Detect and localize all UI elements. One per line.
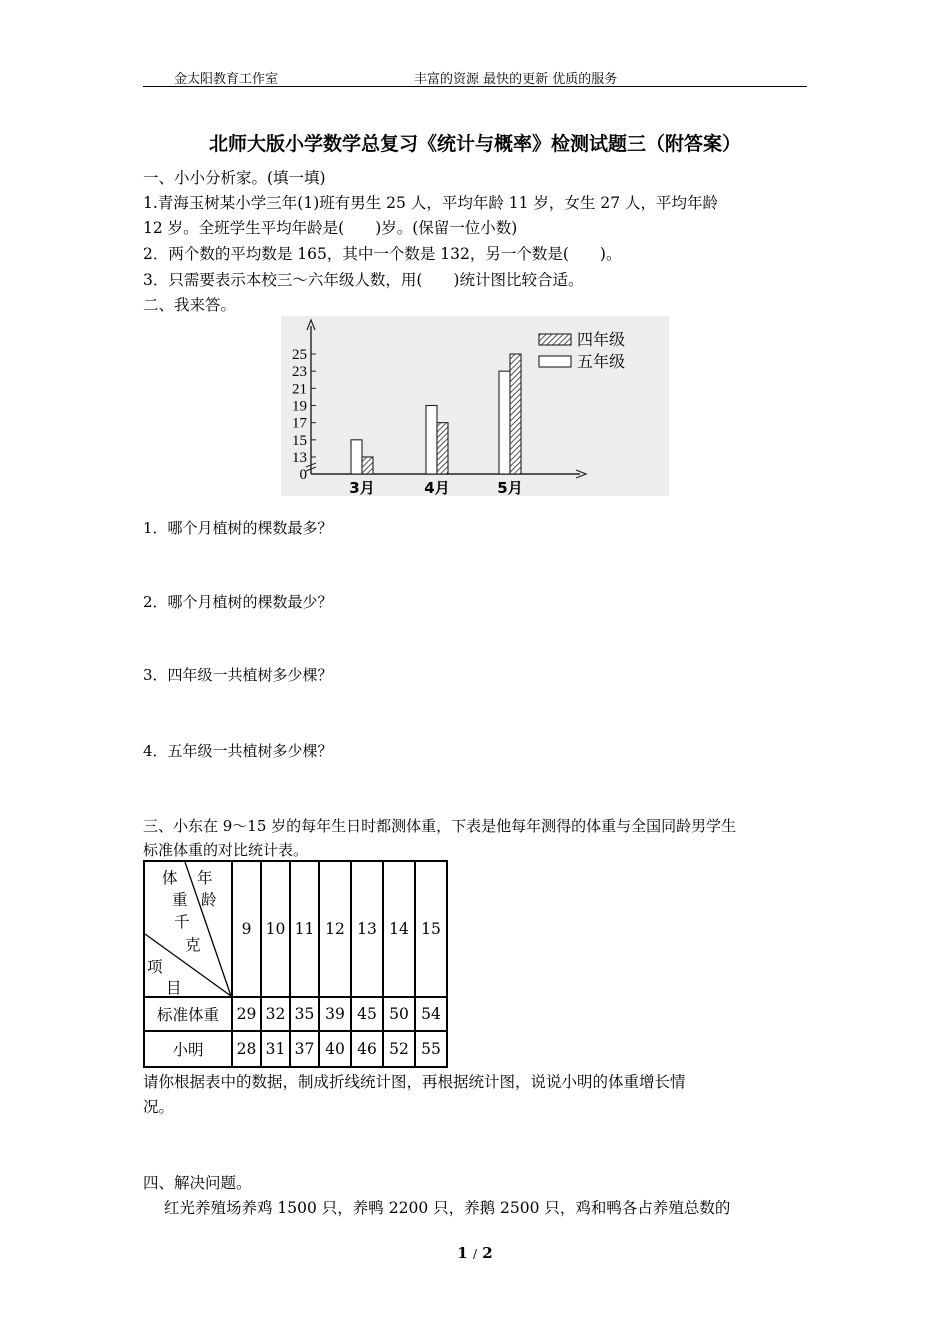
row-label-xiaoming: 小明 [144,1031,232,1067]
section3-intro-line1: 三、小东在 9～15 岁的每年生日时都测体重，下表是他每年测得的体重与全国同龄男学生 [143,817,737,835]
table-cell: 46 [351,1031,383,1067]
age-cell: 13 [351,861,383,997]
table-cell: 55 [415,1031,447,1067]
x-tick-label: 4月 [424,479,450,496]
section1-q1-line1: 1.青海玉树某小学三年(1)班有男生 25 人，平均年龄 11 岁，女生 27 人，平均年龄 [143,194,718,212]
table-cell: 39 [319,997,351,1031]
x-tick-label: 3月 [349,479,375,496]
corner-zhong: 重 [172,891,188,909]
section1-heading: 一、小小分析家。(填一填) [143,169,326,187]
section1-q1-line2: 12 岁。全班学生平均年龄是( )岁。(保留一位小数) [143,219,518,237]
x-tick-label: 5月 [497,479,523,496]
bar-grade5 [351,440,362,474]
page-separator: / [472,1247,478,1261]
corner-nian: 年 [197,869,213,887]
section2-question-3: 3．四年级一共植树多少棵？ [143,666,333,684]
table-cell: 52 [383,1031,415,1067]
age-cell: 10 [261,861,290,997]
table-cell: 32 [261,997,290,1031]
row-label-standard: 标准体重 [144,997,232,1031]
bar-grade4 [362,457,373,474]
page-title: 北师大版小学数学总复习《统计与概率》检测试题三（附答案） [208,133,741,155]
bar-grade4 [510,354,521,474]
page-total: 2 [482,1244,493,1262]
bar-chart [281,316,669,496]
legend-label: 四年级 [577,330,626,349]
age-cell: 15 [415,861,447,997]
age-cell: 9 [232,861,261,997]
table-row [144,1031,447,1067]
y-tick-label: 19 [292,398,307,415]
section2-question-4: 4．五年级一共植树多少棵？ [143,742,333,760]
table-header-row [144,861,447,997]
header-divider [143,86,807,87]
y-tick-label: 13 [292,450,307,466]
corner-ling: 龄 [201,891,217,909]
legend-swatch [539,334,571,345]
table-corner-cell [144,861,232,997]
corner-ti: 体 [162,869,178,887]
section4-line1: 红光养殖场养鸡 1500 只，养鸭 2200 只，养鹅 2500 只，鸡和鸭各占养殖总数的 [164,1199,731,1217]
table-cell: 29 [232,997,261,1031]
table-cell: 35 [290,997,319,1031]
legend-swatch [539,356,571,367]
legend-label: 五年级 [577,352,626,371]
corner-xiang: 项 [147,958,163,976]
section1-q3: 3．只需要表示本校三～六年级人数，用( )统计图比较合适。 [143,271,584,289]
section2-heading: 二、我来答。 [143,296,237,314]
section1-q2: 2．两个数的平均数是 165，其中一个数是 132，另一个数是( )。 [143,245,622,263]
age-cell: 12 [319,861,351,997]
bar-grade5 [426,406,437,475]
table-cell: 40 [319,1031,351,1067]
age-cell: 14 [383,861,415,997]
table-cell: 28 [232,1031,261,1067]
section3-intro-line2: 标准体重的对比统计表。 [143,841,309,859]
header-left: 金太阳教育工作室 [174,72,279,87]
section3-task-line2: 况。 [143,1098,175,1116]
y-tick-label: 17 [292,415,307,432]
section2-question-2: 2．哪个月植树的棵数最少？ [143,593,333,611]
table-cell: 37 [290,1031,319,1067]
table-cell: 50 [383,997,415,1031]
table-row [144,997,447,1031]
y-tick-label: 15 [292,432,307,449]
y-tick-label: 23 [292,364,307,381]
weight-table [143,860,448,1068]
table-cell: 31 [261,1031,290,1067]
page-number [0,1244,950,1262]
section3-task-line1: 请你根据表中的数据，制成折线统计图，再根据统计图，说说小明的体重增长情 [143,1073,686,1091]
corner-mu: 目 [166,979,182,997]
bar-grade4 [437,423,448,474]
table-cell: 54 [415,997,447,1031]
corner-qian: 千 [174,913,190,931]
y-tick-label: 0 [299,467,307,483]
header-right: 丰富的资源 最快的更新 优质的服务 [414,72,618,87]
page-current: 1 [457,1244,468,1262]
corner-ke: 克 [185,936,201,954]
y-tick-label: 25 [292,347,307,363]
table-cell: 45 [351,997,383,1031]
y-tick-label: 21 [292,381,307,398]
bar-grade5 [499,371,510,474]
section2-question-1: 1．哪个月植树的棵数最多？ [143,519,333,537]
section4-heading: 四、解决问题。 [143,1174,252,1192]
age-cell: 11 [290,861,319,997]
